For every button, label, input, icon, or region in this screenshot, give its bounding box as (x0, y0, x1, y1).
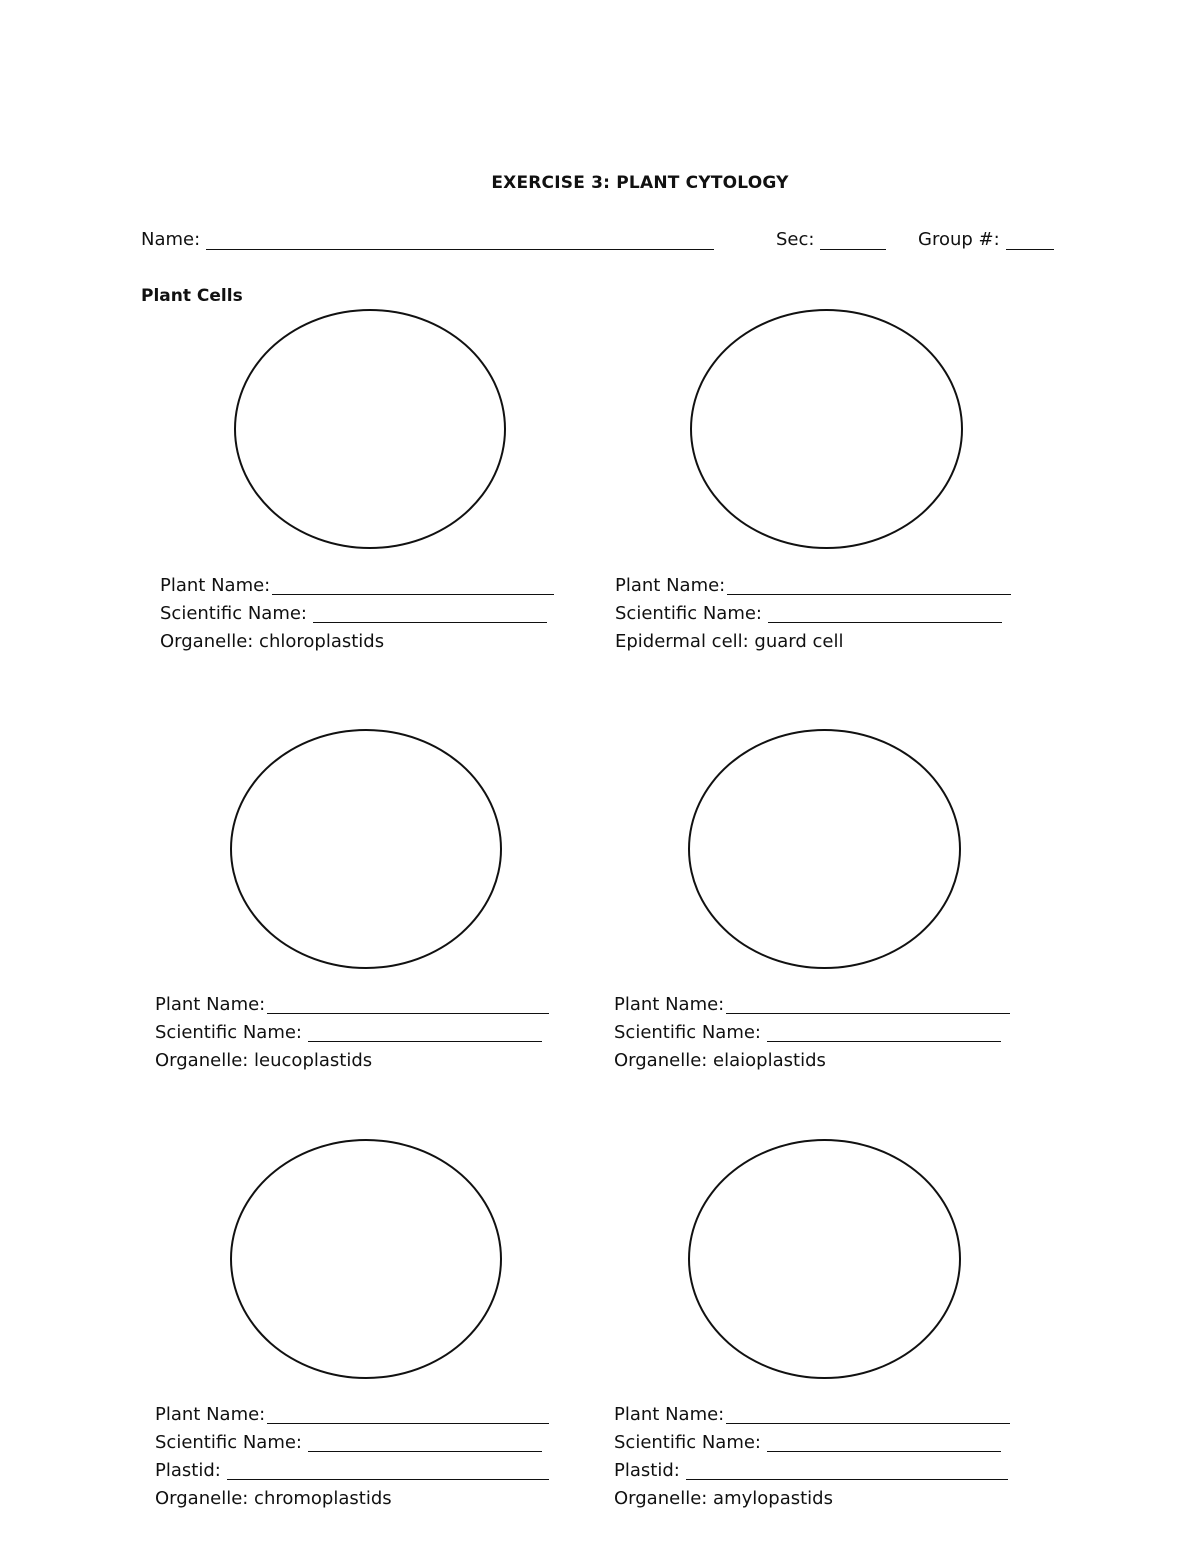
cell-descriptor: Organelle: chloroplastids (160, 631, 385, 652)
plant-name-label: Plant Name: (160, 575, 271, 596)
cell-drawing-circle[interactable] (690, 309, 963, 549)
cell-fields (160, 572, 554, 656)
cell-drawing-circle[interactable] (234, 309, 506, 549)
name-label: Name: (141, 229, 201, 250)
cell-drawing-circle[interactable] (688, 729, 961, 969)
name-field-group (141, 229, 714, 250)
cell-descriptor: Organelle: amylopastids (614, 1488, 833, 1509)
plant-name-label: Plant Name: (614, 994, 725, 1015)
scientific-name-label: Scientific Name: (615, 603, 762, 624)
cell-fields (615, 572, 1011, 656)
plastid-label: Plastid: (614, 1460, 680, 1481)
section-title: Plant Cells (141, 286, 243, 306)
cell-drawing-circle[interactable] (688, 1139, 961, 1379)
group-field-group (918, 229, 1054, 250)
sec-blank[interactable] (820, 231, 886, 250)
plant-name-blank[interactable] (727, 574, 1011, 595)
scientific-name-label: Scientific Name: (155, 1022, 302, 1043)
plant-name-label: Plant Name: (155, 1404, 266, 1425)
plant-name-blank[interactable] (267, 1403, 549, 1424)
cell-drawing-circle[interactable] (230, 1139, 502, 1379)
plant-name-label: Plant Name: (615, 575, 726, 596)
scientific-name-blank[interactable] (308, 1431, 542, 1452)
plastid-blank[interactable] (227, 1459, 549, 1480)
scientific-name-blank[interactable] (767, 1431, 1001, 1452)
scientific-name-blank[interactable] (313, 602, 547, 623)
scientific-name-label: Scientific Name: (160, 603, 307, 624)
cell-descriptor: Epidermal cell: guard cell (615, 631, 844, 652)
cell-drawing-circle[interactable] (230, 729, 502, 969)
plant-name-label: Plant Name: (155, 994, 266, 1015)
scientific-name-blank[interactable] (768, 602, 1002, 623)
scientific-name-label: Scientific Name: (155, 1432, 302, 1453)
sec-field-group (776, 229, 886, 250)
cell-fields (155, 1401, 549, 1513)
sec-label: Sec: (776, 229, 815, 250)
plant-name-blank[interactable] (267, 993, 549, 1014)
plastid-label: Plastid: (155, 1460, 221, 1481)
scientific-name-label: Scientific Name: (614, 1432, 761, 1453)
cell-descriptor: Organelle: chromoplastids (155, 1488, 392, 1509)
scientific-name-label: Scientific Name: (614, 1022, 761, 1043)
plant-name-label: Plant Name: (614, 1404, 725, 1425)
cell-fields (614, 991, 1010, 1075)
plant-name-blank[interactable] (726, 1403, 1010, 1424)
cell-descriptor: Organelle: elaioplastids (614, 1050, 826, 1071)
plant-name-blank[interactable] (726, 993, 1010, 1014)
cell-fields (614, 1401, 1010, 1513)
cell-fields (155, 991, 549, 1075)
name-blank[interactable] (206, 231, 714, 250)
plastid-blank[interactable] (686, 1459, 1008, 1480)
group-label: Group #: (918, 229, 1000, 250)
cell-descriptor: Organelle: leucoplastids (155, 1050, 373, 1071)
group-blank[interactable] (1006, 231, 1054, 250)
page-title: EXERCISE 3: PLANT CYTOLOGY (491, 173, 789, 193)
plant-name-blank[interactable] (272, 574, 554, 595)
scientific-name-blank[interactable] (308, 1021, 542, 1042)
scientific-name-blank[interactable] (767, 1021, 1001, 1042)
